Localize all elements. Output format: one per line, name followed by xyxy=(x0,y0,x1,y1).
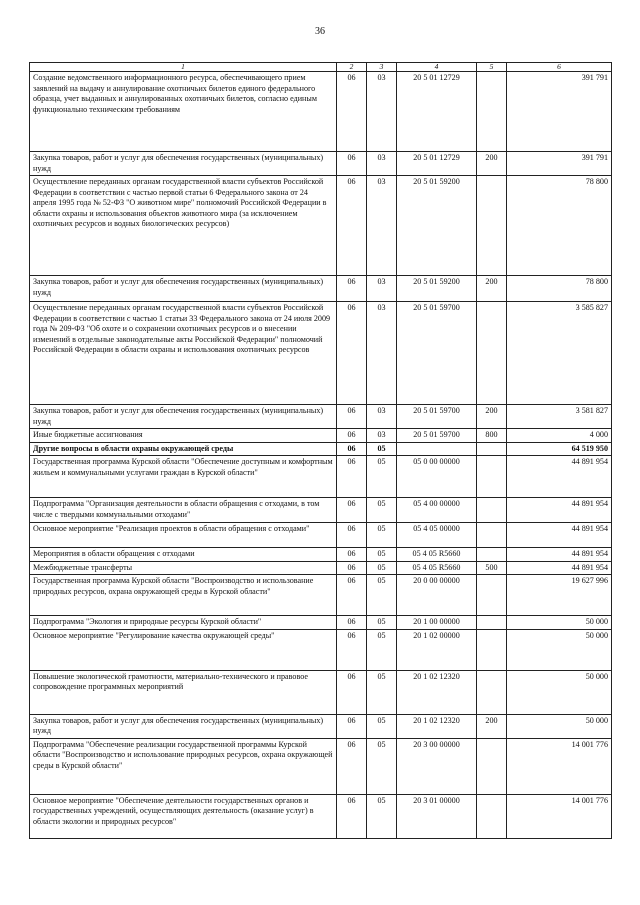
cell-desc: Основное мероприятие "Реализация проектов в области обращения с отходами" xyxy=(30,523,337,548)
cell-pr: 05 xyxy=(367,714,397,738)
cell-csr: 20 5 01 59700 xyxy=(397,302,477,405)
table-row xyxy=(30,498,612,523)
cell-sum: 19 627 996 xyxy=(507,575,612,616)
cell-sum: 64 519 950 xyxy=(507,442,612,456)
cell-vr xyxy=(477,442,507,456)
header-col-1: 1 xyxy=(30,63,337,72)
table-row xyxy=(30,670,612,714)
cell-csr: 05 4 05 R5660 xyxy=(397,561,477,575)
cell-desc: Подпрограмма "Экология и природные ресурсы Курской области" xyxy=(30,616,337,630)
cell-csr: 20 1 02 12320 xyxy=(397,670,477,714)
cell-vr: 500 xyxy=(477,561,507,575)
table-row xyxy=(30,405,612,429)
cell-desc: Государственная программа Курской области "Воспроизводство и использование природных ресурсов, охрана окружающей среды в Курской области" xyxy=(30,575,337,616)
cell-sum: 44 891 954 xyxy=(507,523,612,548)
table-row xyxy=(30,575,612,616)
cell-csr: 20 5 01 59200 xyxy=(397,176,477,276)
table-row xyxy=(30,616,612,630)
cell-pr: 03 xyxy=(367,72,397,152)
cell-pr: 03 xyxy=(367,405,397,429)
cell-desc: Закупка товаров, работ и услуг для обеспечения государственных (муниципальных) нужд xyxy=(30,152,337,176)
cell-rz: 06 xyxy=(337,548,367,562)
cell-pr: 03 xyxy=(367,276,397,302)
cell-csr: 05 0 00 00000 xyxy=(397,456,477,498)
cell-desc: Создание ведомственного информационного ресурса, обеспечивающего прием заявлений на выдачу и аннулирование охотничьих билетов единого федерального образца, учет выданных и аннулированных охотничьих билетов, согласно единым функционально техническим требованиям xyxy=(30,72,337,152)
table-row xyxy=(30,794,612,838)
cell-vr: 200 xyxy=(477,152,507,176)
cell-vr xyxy=(477,548,507,562)
cell-vr xyxy=(477,498,507,523)
table-row xyxy=(30,152,612,176)
cell-rz: 06 xyxy=(337,302,367,405)
cell-rz: 06 xyxy=(337,442,367,456)
table-row xyxy=(30,302,612,405)
cell-rz: 06 xyxy=(337,72,367,152)
cell-pr: 05 xyxy=(367,616,397,630)
cell-csr: 20 1 02 00000 xyxy=(397,629,477,670)
cell-desc: Закупка товаров, работ и услуг для обеспечения государственных (муниципальных) нужд xyxy=(30,405,337,429)
table-row xyxy=(30,442,612,456)
cell-csr: 20 3 01 00000 xyxy=(397,794,477,838)
cell-pr: 05 xyxy=(367,794,397,838)
cell-sum: 391 791 xyxy=(507,152,612,176)
cell-rz: 06 xyxy=(337,714,367,738)
cell-rz: 06 xyxy=(337,498,367,523)
table-row xyxy=(30,429,612,443)
cell-csr: 20 5 01 59700 xyxy=(397,429,477,443)
cell-desc: Закупка товаров, работ и услуг для обеспечения государственных (муниципальных) нужд xyxy=(30,714,337,738)
cell-pr: 05 xyxy=(367,670,397,714)
cell-pr: 05 xyxy=(367,629,397,670)
cell-pr: 05 xyxy=(367,575,397,616)
cell-pr: 05 xyxy=(367,738,397,794)
header-col-5: 5 xyxy=(477,63,507,72)
cell-desc: Закупка товаров, работ и услуг для обеспечения государственных (муниципальных) нужд xyxy=(30,276,337,302)
cell-sum: 50 000 xyxy=(507,714,612,738)
cell-sum: 391 791 xyxy=(507,72,612,152)
cell-pr: 03 xyxy=(367,429,397,443)
cell-sum: 14 001 776 xyxy=(507,738,612,794)
cell-desc: Основное мероприятие "Регулирование качества окружающей среды" xyxy=(30,629,337,670)
cell-vr xyxy=(477,302,507,405)
cell-pr: 03 xyxy=(367,152,397,176)
cell-vr xyxy=(477,616,507,630)
cell-vr: 200 xyxy=(477,276,507,302)
cell-rz: 06 xyxy=(337,523,367,548)
cell-rz: 06 xyxy=(337,276,367,302)
table-row xyxy=(30,72,612,152)
budget-table xyxy=(29,62,612,839)
cell-desc: Межбюджетные трансферты xyxy=(30,561,337,575)
cell-sum: 44 891 954 xyxy=(507,498,612,523)
cell-sum: 50 000 xyxy=(507,616,612,630)
table-row xyxy=(30,738,612,794)
cell-pr: 05 xyxy=(367,548,397,562)
cell-rz: 06 xyxy=(337,575,367,616)
cell-vr xyxy=(477,72,507,152)
cell-desc: Государственная программа Курской области "Обеспечение доступным и комфортным жильем и коммунальными услугами граждан в Курской области" xyxy=(30,456,337,498)
cell-sum: 44 891 954 xyxy=(507,561,612,575)
table-row xyxy=(30,548,612,562)
cell-sum: 3 585 827 xyxy=(507,302,612,405)
cell-rz: 06 xyxy=(337,616,367,630)
cell-rz: 06 xyxy=(337,738,367,794)
cell-vr xyxy=(477,670,507,714)
cell-pr: 05 xyxy=(367,523,397,548)
cell-csr: 20 1 00 00000 xyxy=(397,616,477,630)
cell-desc: Иные бюджетные ассигнования xyxy=(30,429,337,443)
cell-desc: Осуществление переданных органам государственной власти субъектов Российской Федерации в соответствии с частью 1 статьи 33 Федерального закона от 24 июля 2009 года № 209-ФЗ "Об охоте и о сохранении охотничьих ресурсов и о внесении изменений в отдельные законодательные акты Российской Федерации" полномочий Российской Федерации в области охраны и использования охотничьих ресурсов xyxy=(30,302,337,405)
cell-pr: 05 xyxy=(367,442,397,456)
header-col-2: 2 xyxy=(337,63,367,72)
table-row xyxy=(30,276,612,302)
table-row xyxy=(30,561,612,575)
cell-rz: 06 xyxy=(337,152,367,176)
cell-rz: 06 xyxy=(337,629,367,670)
cell-vr xyxy=(477,629,507,670)
cell-csr: 05 4 00 00000 xyxy=(397,498,477,523)
cell-pr: 05 xyxy=(367,561,397,575)
cell-sum: 4 000 xyxy=(507,429,612,443)
cell-sum: 50 000 xyxy=(507,670,612,714)
cell-csr: 05 4 05 R5660 xyxy=(397,548,477,562)
cell-rz: 06 xyxy=(337,176,367,276)
cell-csr: 05 4 05 00000 xyxy=(397,523,477,548)
table-row xyxy=(30,456,612,498)
cell-sum: 3 581 827 xyxy=(507,405,612,429)
cell-csr: 20 5 01 59200 xyxy=(397,276,477,302)
cell-desc: Основное мероприятие "Обеспечение деятельности государственных органов и государственных учреждений, осуществляющих деятельность (оказание услуг) в области экологии и природных ресурсов" xyxy=(30,794,337,838)
cell-rz: 06 xyxy=(337,429,367,443)
header-col-3: 3 xyxy=(367,63,397,72)
cell-rz: 06 xyxy=(337,670,367,714)
cell-sum: 50 000 xyxy=(507,629,612,670)
cell-rz: 06 xyxy=(337,405,367,429)
cell-vr: 800 xyxy=(477,429,507,443)
cell-pr: 05 xyxy=(367,498,397,523)
cell-csr: 20 5 01 12729 xyxy=(397,152,477,176)
cell-vr xyxy=(477,176,507,276)
cell-csr: 20 3 00 00000 xyxy=(397,738,477,794)
cell-pr: 03 xyxy=(367,302,397,405)
cell-desc: Повышение экологической грамотности, материально-технического и правовое сопровождение программных мероприятий xyxy=(30,670,337,714)
cell-vr: 200 xyxy=(477,714,507,738)
cell-sum: 44 891 954 xyxy=(507,548,612,562)
budget-table-body xyxy=(30,63,612,839)
page-number: 36 xyxy=(315,26,325,37)
header-col-4: 4 xyxy=(397,63,477,72)
cell-vr: 200 xyxy=(477,405,507,429)
cell-csr: 20 5 01 12729 xyxy=(397,72,477,152)
cell-pr: 05 xyxy=(367,456,397,498)
cell-rz: 06 xyxy=(337,456,367,498)
cell-sum: 78 800 xyxy=(507,176,612,276)
cell-rz: 06 xyxy=(337,561,367,575)
table-row xyxy=(30,176,612,276)
cell-sum: 78 800 xyxy=(507,276,612,302)
cell-sum: 44 891 954 xyxy=(507,456,612,498)
cell-vr xyxy=(477,738,507,794)
cell-vr xyxy=(477,794,507,838)
cell-desc: Осуществление переданных органам государственной власти субъектов Российской Федерации в соответствии с частью первой статьи 6 Федерального закона от 24 апреля 1995 года № 52-ФЗ "О животном мире" полномочий Российской Федерации в области охраны и использования объектов животного мира (за исключением охотничьих ресурсов и водных биологических ресурсов) xyxy=(30,176,337,276)
cell-vr xyxy=(477,523,507,548)
table-row xyxy=(30,714,612,738)
table-row xyxy=(30,523,612,548)
cell-pr: 03 xyxy=(367,176,397,276)
cell-desc: Подпрограмма "Обеспечение реализации государственной программы Курской области "Воспроизводство и использование природных ресурсов, охрана окружающей среды в Курской области" xyxy=(30,738,337,794)
table-row xyxy=(30,629,612,670)
cell-csr: 20 5 01 59700 xyxy=(397,405,477,429)
cell-sum: 14 001 776 xyxy=(507,794,612,838)
header-col-6: 6 xyxy=(507,63,612,72)
cell-desc: Подпрограмма "Организация деятельности в области обращения с отходами, в том числе с твердыми коммунальными отходами" xyxy=(30,498,337,523)
header-row xyxy=(30,63,612,72)
cell-vr xyxy=(477,456,507,498)
cell-vr xyxy=(477,575,507,616)
cell-csr: 20 0 00 00000 xyxy=(397,575,477,616)
cell-rz: 06 xyxy=(337,794,367,838)
cell-desc: Другие вопросы в области охраны окружающей среды xyxy=(30,442,337,456)
cell-desc: Мероприятия в области обращения с отходами xyxy=(30,548,337,562)
cell-csr: 20 1 02 12320 xyxy=(397,714,477,738)
cell-csr xyxy=(397,442,477,456)
